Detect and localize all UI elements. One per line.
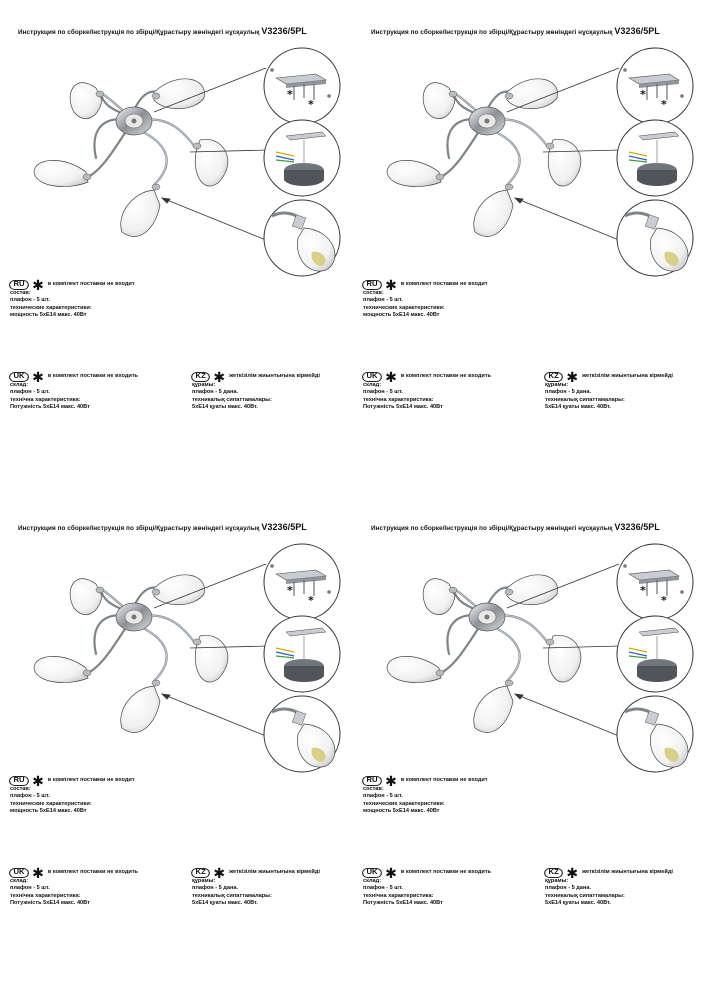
uk-line: склад: (363, 382, 382, 388)
shade-installation-detail (264, 696, 340, 772)
ru-note: в комплект поставки не входит (400, 777, 488, 784)
uk-note: в комплект поставки не входить (47, 869, 139, 876)
title-text: Инструкция по сборке/Інструкція по збірці/Құрастыру жөніндегі нұсқаулық (18, 525, 260, 532)
model-number: V3236/5PL (614, 522, 660, 532)
ru-badge: RU (9, 280, 29, 290)
ru-badge: RU (362, 776, 382, 786)
uk-note: в комплект поставки не входить (400, 373, 492, 380)
wiring-detail (264, 120, 340, 196)
uk-line: Потужність 5xE14 макс. 40Вт (10, 899, 90, 906)
ru-line: плафон - 5 шт. (363, 793, 403, 800)
model-number: V3236/5PL (261, 522, 307, 532)
ru-line: технические характеристики: (10, 304, 92, 311)
asterisk-icon: ✱ (566, 369, 579, 385)
ru-section (363, 773, 488, 815)
uk-note: в комплект поставки не входить (400, 869, 492, 876)
kz-badge: KZ (544, 868, 563, 878)
uk-line: технічна характеристика: (363, 892, 434, 899)
ru-line: мощность 5xE14 макс. 40Вт (10, 807, 87, 814)
svg-text:*: * (287, 584, 293, 597)
kz-line: техникалық сипаттамалары: (192, 892, 272, 899)
kz-note: жеткізілім жиынтығына кірмейді (229, 869, 320, 876)
ru-line: плафон - 5 шт. (10, 297, 50, 304)
uk-section (363, 369, 492, 411)
kz-note: жеткізілім жиынтығына кірмейді (229, 373, 320, 380)
mounting-plate-detail (617, 48, 693, 124)
shade-installation-detail (617, 200, 693, 276)
uk-line: технічна характеристика: (10, 892, 81, 899)
ru-badge: RU (9, 776, 29, 786)
instruction-sheet-2 (357, 0, 707, 490)
uk-note: в комплект поставки не входить (47, 373, 139, 380)
ru-line: мощность 5xE14 макс. 40Вт (10, 311, 87, 318)
wiring-detail (264, 616, 340, 692)
uk-line: Потужність 5xE14 макс. 40Вт (10, 403, 90, 410)
ru-line: технические характеристики: (363, 800, 445, 807)
kz-section (192, 865, 320, 907)
ru-line: плафон - 5 шт. (363, 297, 403, 304)
asterisk-icon: ✱ (32, 865, 44, 881)
kz-line: плафон - 5 дана. (545, 885, 592, 892)
asterisk-icon: ✱ (385, 865, 397, 881)
ru-line: плафон - 5 шт. (10, 793, 50, 800)
uk-line: плафон - 5 шт. (363, 389, 403, 396)
shade-installation-detail (617, 696, 693, 772)
svg-text:*: * (661, 98, 667, 111)
title-text: Инструкция по сборке/Інструкція по збірці/Құрастыру жөніндегі нұсқаулық (18, 29, 260, 36)
uk-section (10, 865, 139, 907)
ru-line: мощность 5xE14 макс. 40Вт (363, 311, 440, 318)
kz-line: плафон - 5 дана. (192, 389, 239, 396)
kz-line: техникалық сипаттамалары: (545, 892, 625, 899)
mounting-plate-detail (264, 48, 340, 124)
uk-line: технічна характеристика: (363, 396, 434, 403)
svg-text:*: * (287, 88, 293, 101)
asterisk-icon: ✱ (32, 369, 44, 385)
ru-section (10, 773, 135, 815)
asterisk-icon: ✱ (385, 277, 397, 293)
ru-note: в комплект поставки не входит (400, 281, 488, 288)
uk-line: плафон - 5 шт. (10, 389, 50, 396)
shade-installation-detail (264, 200, 340, 276)
kz-line: құрамы: (192, 382, 216, 388)
asterisk-icon: ✱ (385, 773, 397, 789)
ru-line: мощность 5xE14 макс. 40Вт (363, 807, 440, 814)
uk-badge: UK (362, 372, 382, 382)
kz-line: 5xE14 қуаты макс. 40Вт. (545, 899, 611, 906)
uk-badge: UK (362, 868, 382, 878)
asterisk-icon: ✱ (32, 773, 44, 789)
kz-line: құрамы: (545, 382, 569, 388)
kz-note: жеткізілім жиынтығына кірмейді (582, 869, 673, 876)
uk-section (363, 865, 492, 907)
kz-section (545, 865, 673, 907)
kz-note: жеткізілім жиынтығына кірмейді (582, 373, 673, 380)
svg-text:*: * (640, 88, 646, 101)
ru-badge: RU (362, 280, 382, 290)
kz-line: плафон - 5 дана. (545, 389, 592, 396)
kz-badge: KZ (191, 372, 210, 382)
mounting-plate-detail (264, 544, 340, 620)
ru-line: состав: (10, 290, 31, 296)
uk-line: склад: (10, 878, 29, 884)
mounting-plate-detail (617, 544, 693, 620)
svg-text:*: * (308, 594, 314, 607)
asterisk-icon: ✱ (385, 369, 397, 385)
kz-line: 5xE14 қуаты макс. 40Вт. (192, 403, 258, 410)
instruction-sheet-3 (4, 496, 354, 986)
kz-line: 5xE14 қуаты макс. 40Вт. (545, 403, 611, 410)
ru-note: в комплект поставки не входит (47, 777, 135, 784)
ru-line: технические характеристики: (363, 304, 445, 311)
uk-line: склад: (363, 878, 382, 884)
kz-line: плафон - 5 дана. (192, 885, 239, 892)
uk-section (10, 369, 139, 411)
uk-line: технічна характеристика: (10, 396, 81, 403)
asterisk-icon: ✱ (213, 369, 226, 385)
wiring-detail (617, 120, 693, 196)
model-number: V3236/5PL (614, 26, 660, 36)
uk-line: Потужність 5xE14 макс. 40Вт (363, 899, 443, 906)
kz-line: техникалық сипаттамалары: (192, 396, 272, 403)
asterisk-icon: ✱ (32, 277, 44, 293)
instruction-sheet-1 (4, 0, 354, 490)
wiring-detail (617, 616, 693, 692)
instruction-sheet-4 (357, 496, 707, 986)
kz-section (192, 369, 320, 411)
uk-badge: UK (9, 372, 29, 382)
svg-text:*: * (661, 594, 667, 607)
uk-line: Потужність 5xE14 макс. 40Вт (363, 403, 443, 410)
ru-section (10, 277, 135, 319)
svg-text:*: * (640, 584, 646, 597)
uk-line: плафон - 5 шт. (363, 885, 403, 892)
kz-line: құрамы: (192, 878, 216, 884)
ru-line: состав: (363, 290, 384, 296)
ru-line: состав: (10, 786, 31, 792)
ru-line: состав: (363, 786, 384, 792)
kz-section (545, 369, 673, 411)
ru-line: технические характеристики: (10, 800, 92, 807)
model-number: V3236/5PL (261, 26, 307, 36)
kz-line: техникалық сипаттамалары: (545, 396, 625, 403)
ru-note: в комплект поставки не входит (47, 281, 135, 288)
svg-text:*: * (308, 98, 314, 111)
asterisk-icon: ✱ (566, 865, 579, 881)
ru-section (363, 277, 488, 319)
title-text: Инструкция по сборке/Інструкція по збірці/Құрастыру жөніндегі нұсқаулық (371, 29, 613, 36)
title-text: Инструкция по сборке/Інструкція по збірці/Құрастыру жөніндегі нұсқаулық (371, 525, 613, 532)
kz-line: 5xE14 қуаты макс. 40Вт. (192, 899, 258, 906)
kz-line: құрамы: (545, 878, 569, 884)
uk-badge: UK (9, 868, 29, 878)
uk-line: плафон - 5 шт. (10, 885, 50, 892)
kz-badge: KZ (191, 868, 210, 878)
uk-line: склад: (10, 382, 29, 388)
asterisk-icon: ✱ (213, 865, 226, 881)
kz-badge: KZ (544, 372, 563, 382)
